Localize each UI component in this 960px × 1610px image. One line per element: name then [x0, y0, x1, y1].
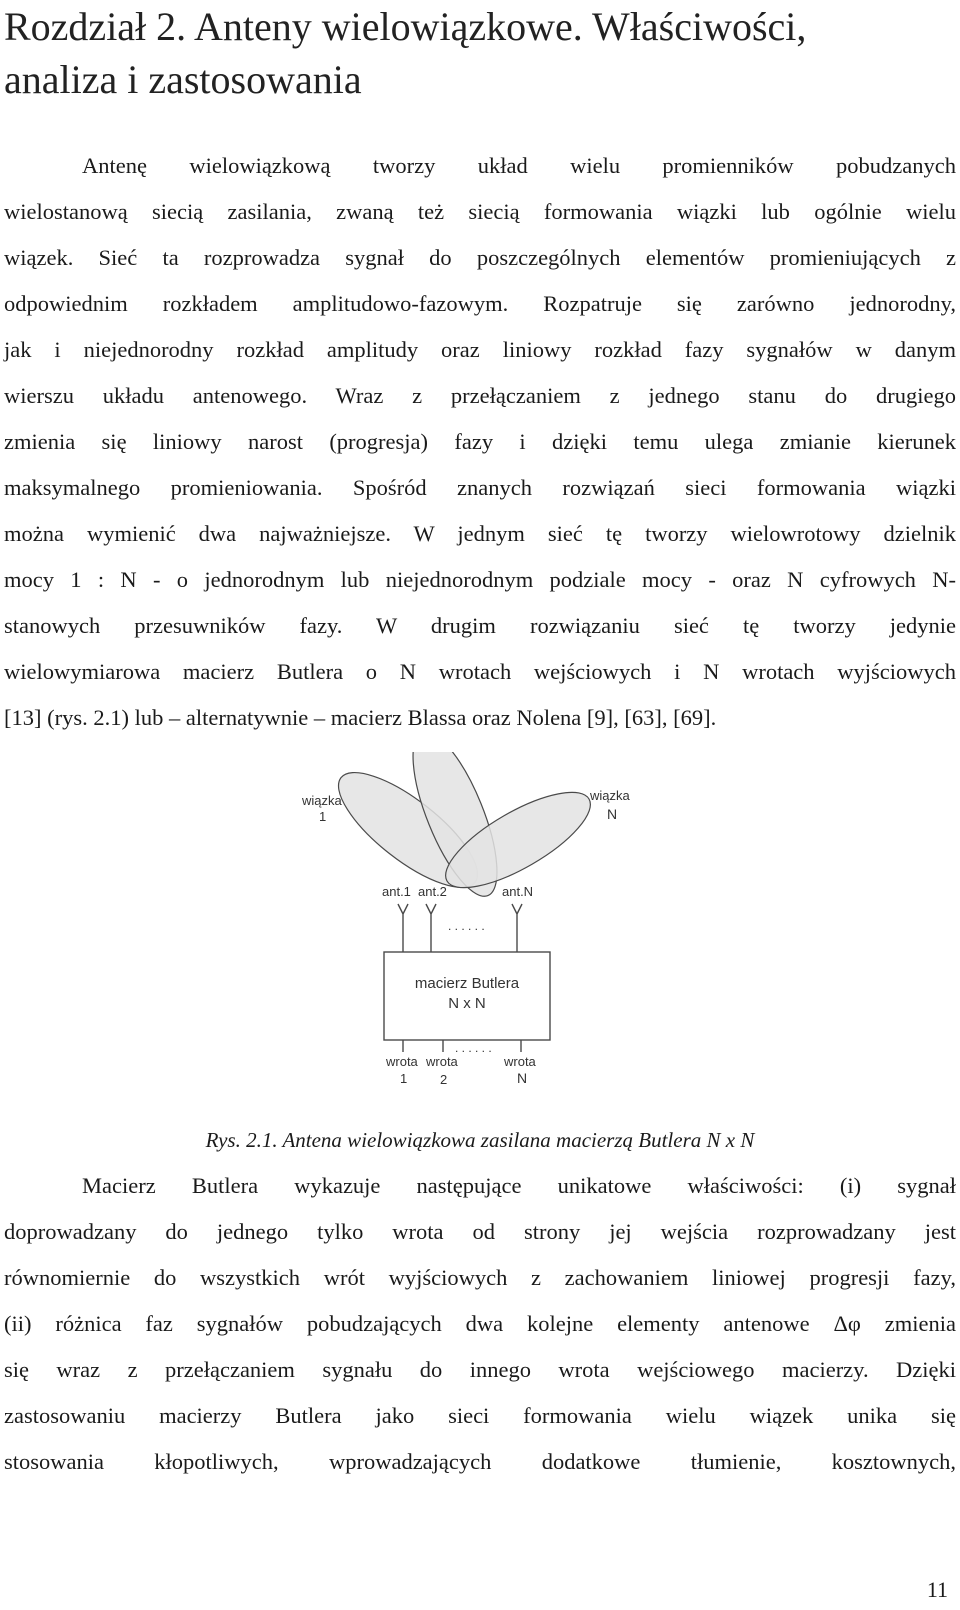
paragraph-1-line: wierszu układu antenowego. Wraz z przełączaniem z jednego stanu do drugiego — [4, 383, 956, 408]
paragraph-2-line: (ii) różnica faz sygnałów pobudzających dwa kolejne elementy antenowe Δφ zmienia — [4, 1311, 956, 1336]
butler-matrix-diagram — [290, 752, 670, 1114]
beam-1-label: wiązka — [302, 793, 342, 808]
port-n-index: N — [517, 1070, 528, 1086]
port-1-index: 1 — [400, 1071, 408, 1086]
page-number: 11 — [926, 1577, 948, 1602]
chapter-title — [4, 0, 954, 106]
beam-1-index: 1 — [319, 809, 327, 824]
paragraph-2-line: doprowadzany do jednego tylko wrota od strony jej wejścia rozprowadzany jest — [4, 1219, 956, 1244]
antenna-2-label: ant.2 — [418, 884, 447, 899]
antenna-2-icon — [426, 904, 436, 952]
paragraph-1-line: maksymalnego promieniowania. Spośród znanych rozwiązań sieci formowania wiązki — [4, 475, 956, 500]
paragraph-1-line: można wymienić dwa najważniejsze. W jednym sieć tę tworzy wielowrotowy dzielnik — [4, 521, 956, 546]
port-ellipsis: . . . . . . — [455, 1041, 492, 1055]
matrix-size: N x N — [448, 995, 486, 1012]
matrix-title: macierz Butlera — [414, 975, 520, 992]
paragraph-1-line: odpowiednim rozkładem amplitudowo-fazowym. Rozpatruje się zarówno jednorodny, — [4, 291, 956, 316]
paragraph-1-line: zmienia się liniowy narost (progresja) fazy i dzięki temu ulega zmianie kierunek — [4, 429, 956, 454]
paragraph-1-line: mocy 1 : N - o jednorodnym lub niejednorodnym podziale mocy - oraz N cyfrowych N- — [4, 567, 956, 592]
antenna-1-label: ant.1 — [382, 884, 411, 899]
antenna-n-icon — [512, 904, 522, 952]
antenna-n-label: ant.N — [502, 884, 534, 899]
port-1-label: wrota — [386, 1054, 418, 1069]
paragraph-2 — [4, 1163, 956, 1485]
port-2-index: 2 — [440, 1072, 448, 1087]
figure-caption: Rys. 2.1. Antena wielowiązkowa zasilana macierzą Butlera N x N — [205, 1128, 755, 1152]
beam-n-label: wiązka — [590, 788, 630, 803]
chapter-title-line-1: Rozdział 2. Anteny wielowiązkowe. Właściwości, — [4, 4, 807, 49]
paragraph-1-line: stanowych przesuwników fazy. W drugim rozwiązaniu sieć tę tworzy jedynie — [4, 613, 956, 638]
paragraph-1-line: [13] (rys. 2.1) lub – alternatywnie – macierz Blassa oraz Nolena [9], [63], [69]. — [4, 705, 717, 730]
paragraph-2-line: Macierz Butlera wykazuje następujące unikatowe właściwości: (i) sygnał — [82, 1173, 956, 1198]
paragraph-1-line: wielostanową siecią zasilania, zwaną też siecią formowania wiązki lub ogólnie wielu — [4, 199, 956, 224]
antenna-ellipsis: . . . . . . — [448, 919, 485, 933]
beam-n-index: N — [607, 806, 618, 822]
paragraph-1-line: Antenę wielowiązkową tworzy układ wielu promienników pobudzanych — [82, 153, 956, 178]
paragraph-2-line: równomiernie do wszystkich wrót wyjściowych z zachowaniem liniowej progresji fazy, — [4, 1265, 956, 1290]
paragraph-1-line: jak i niejednorodny rozkład amplitudy oraz liniowy rozkład fazy sygnałów w danym — [4, 337, 956, 362]
paragraph-1 — [4, 143, 956, 741]
port-2-label: wrota — [426, 1054, 458, 1069]
chapter-title-line-2: analiza i zastosowania — [4, 57, 362, 102]
paragraph-2-line: się wraz z przełączaniem sygnału do innego wrota wejściowego macierzy. Dzięki — [4, 1357, 956, 1382]
port-n-label: wrota — [504, 1054, 536, 1069]
paragraph-2-line: stosowania kłopotliwych, wprowadzających dodatkowe tłumienie, kosztownych, — [4, 1449, 956, 1474]
paragraph-1-line: wiązek. Sieć ta rozprowadza sygnał do poszczególnych elementów promieniujących z — [4, 245, 956, 270]
paragraph-2-line: zastosowaniu macierzy Butlera jako sieci formowania wielu wiązek unika się — [4, 1403, 956, 1428]
paragraph-1-line: wielowymiarowa macierz Butlera o N wrotach wejściowych i N wrotach wyjściowych — [4, 659, 956, 684]
butler-matrix-figure — [290, 752, 670, 1114]
antenna-1-icon — [398, 904, 408, 952]
radiation-lobes — [323, 752, 603, 906]
